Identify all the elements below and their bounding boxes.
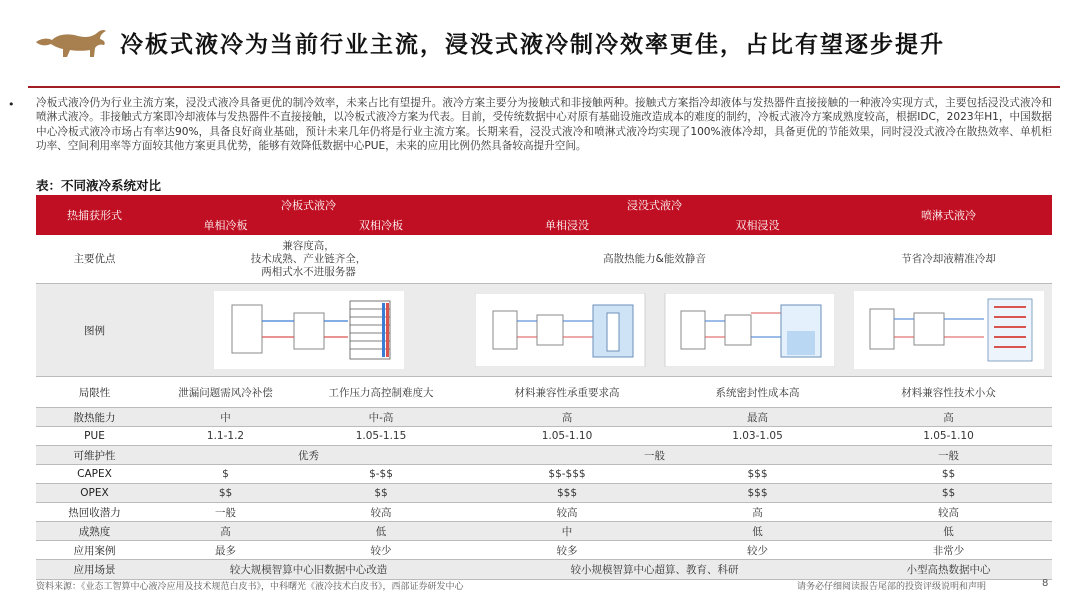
immersion-diagram-image <box>475 293 835 367</box>
advantage-cold-plate: 兼容度高， 技术成熟、产业链齐全， 两相式水不进服务器 <box>153 235 464 284</box>
table-cell: 1.05-1.15 <box>298 427 464 446</box>
row-label-cases: 应用案例 <box>36 541 153 560</box>
cold-plate-diagram-image <box>214 291 404 369</box>
table-cell: 中-高 <box>298 408 464 427</box>
table-cell: 中 <box>153 408 298 427</box>
limit-two-phase-plate: 工作压力高控制难度大 <box>298 377 464 408</box>
table-cell: 较大规模智算中心旧数据中心改造 <box>153 560 464 580</box>
source-note: 资料来源：《业态工智算中心液冷应用及技术规范白皮书》，中科曙光《液冷技术白皮书》，西部证券研发中心 <box>36 582 464 592</box>
row-label-scenarios: 应用场景 <box>36 560 153 580</box>
row-label-heat-capacity: 散热能力 <box>36 408 153 427</box>
table-cell: 较小规模智算中心超算、教育、科研 <box>464 560 845 580</box>
table-cell: $$ <box>845 484 1052 503</box>
table-cell: 较少 <box>298 541 464 560</box>
table-cell: 1.05-1.10 <box>464 427 670 446</box>
row-label-pue: PUE <box>36 427 153 446</box>
table-cell: 一般 <box>464 446 845 465</box>
table-cell: 低 <box>298 522 464 541</box>
figure-immersion <box>464 284 845 377</box>
title-divider <box>28 86 1060 88</box>
figure-cold-plate <box>153 284 464 377</box>
subheader-single-phase-immersion: 单相浸没 <box>464 215 670 235</box>
row-label-capex: CAPEX <box>36 465 153 484</box>
table-cell: 低 <box>845 522 1052 541</box>
table-cell: 高 <box>845 408 1052 427</box>
table-cell: 优秀 <box>153 446 464 465</box>
table-cell: $$ <box>153 484 298 503</box>
row-label-heat-recovery: 热回收潜力 <box>36 503 153 522</box>
row-label-maintainability: 可维护性 <box>36 446 153 465</box>
page-number: 8 <box>1042 578 1049 589</box>
table-cell: 较少 <box>670 541 845 560</box>
disclaimer-note: 请务必仔细阅读报告尾部的投资评级说明和声明 <box>797 582 987 592</box>
table-cell: $$$ <box>464 484 670 503</box>
table-cell: 中 <box>464 522 670 541</box>
header-cold-plate: 冷板式液冷 <box>153 195 464 215</box>
row-label-advantages: 主要优点 <box>36 235 153 284</box>
bull-logo-icon <box>34 24 108 62</box>
table-cell: 较高 <box>298 503 464 522</box>
table-cell: $$$ <box>670 484 845 503</box>
table-cell: 1.1-1.2 <box>153 427 298 446</box>
table-cell: 非常少 <box>845 541 1052 560</box>
table-cell: 高 <box>153 522 298 541</box>
row-label-limitations: 局限性 <box>36 377 153 408</box>
table-cell: 1.03-1.05 <box>670 427 845 446</box>
header-immersion: 浸没式液冷 <box>464 195 845 215</box>
table-cell: $$ <box>298 484 464 503</box>
table-cell: $$-$$$ <box>464 465 670 484</box>
table-cell: 一般 <box>845 446 1052 465</box>
bullet-marker: • <box>8 98 15 111</box>
advantage-immersion: 高散热能力&能效静音 <box>464 235 845 284</box>
subheader-two-phase-plate: 双相冷板 <box>298 215 464 235</box>
table-cell: 1.05-1.10 <box>845 427 1052 446</box>
limit-single-phase-plate: 泄漏问题需风冷补偿 <box>153 377 298 408</box>
table-cell: 低 <box>670 522 845 541</box>
table-cell: $ <box>153 465 298 484</box>
table-cell: 高 <box>670 503 845 522</box>
row-label-figure: 图例 <box>36 284 153 377</box>
table-cell: 较高 <box>464 503 670 522</box>
table-cell: $$ <box>845 465 1052 484</box>
row-label-maturity: 成熟度 <box>36 522 153 541</box>
table-cell: 最多 <box>153 541 298 560</box>
header-spray: 喷淋式液冷 <box>845 195 1052 235</box>
table-cell: 较多 <box>464 541 670 560</box>
row-label-opex: OPEX <box>36 484 153 503</box>
table-cell: 较高 <box>845 503 1052 522</box>
table-cell: 高 <box>464 408 670 427</box>
table-cell: $-$$ <box>298 465 464 484</box>
limit-spray: 材料兼容性技术小众 <box>845 377 1052 408</box>
subheader-two-phase-immersion: 双相浸没 <box>670 215 845 235</box>
figure-spray <box>845 284 1052 377</box>
subheader-single-phase-plate: 单相冷板 <box>153 215 298 235</box>
header-capture-form: 热捕获形式 <box>36 195 153 235</box>
limit-two-phase-immersion: 系统密封性成本高 <box>670 377 845 408</box>
page-title: 冷板式液冷为当前行业主流，浸没式液冷制冷效率更佳，占比有望逐步提升 <box>120 32 945 58</box>
table-cell: $$$ <box>670 465 845 484</box>
table-cell: 最高 <box>670 408 845 427</box>
summary-paragraph: 冷板式液冷仍为行业主流方案，浸没式液冷具备更优的制冷效率，未来占比有望提升。液冷方案主要分为接触式和非接触两种。接触式方案指冷却液体与发热器件直接接触的一种液冷实现方式，主要包括浸没式液冷和喷淋式液冷。非接触式方案即冷却液体与发热器件不直接接触，以冷板式液冷方案为代表。目前，受传统数据中心对原有基础设施改造成本的难度的制约，冷板式液冷方案成熟度较高，根据IDC，2023年H1，中国数据中心冷板式液冷市场占有率达90%，具备良好商业基础，预计未来几年仍将是行业主流方案。长期来看，浸没式液冷和喷淋式液冷均实现了100%液体冷却，具备更优的节能效果，同时浸没式液冷在散热效率、单机柜功率、空间利用率等方面较其他方案更具优势，能够有效降低数据中心PUE，未来的应用比例仍然具备较高提升空间。 <box>36 97 1052 153</box>
advantage-spray: 节省冷却液精准冷却 <box>845 235 1052 284</box>
comparison-table <box>36 195 1052 580</box>
limit-single-phase-immersion: 材料兼容性承重要求高 <box>464 377 670 408</box>
table-caption: 表：不同液冷系统对比 <box>36 178 162 193</box>
spray-diagram-image <box>854 291 1044 369</box>
table-cell: 小型高热数据中心 <box>845 560 1052 580</box>
table-cell: 一般 <box>153 503 298 522</box>
